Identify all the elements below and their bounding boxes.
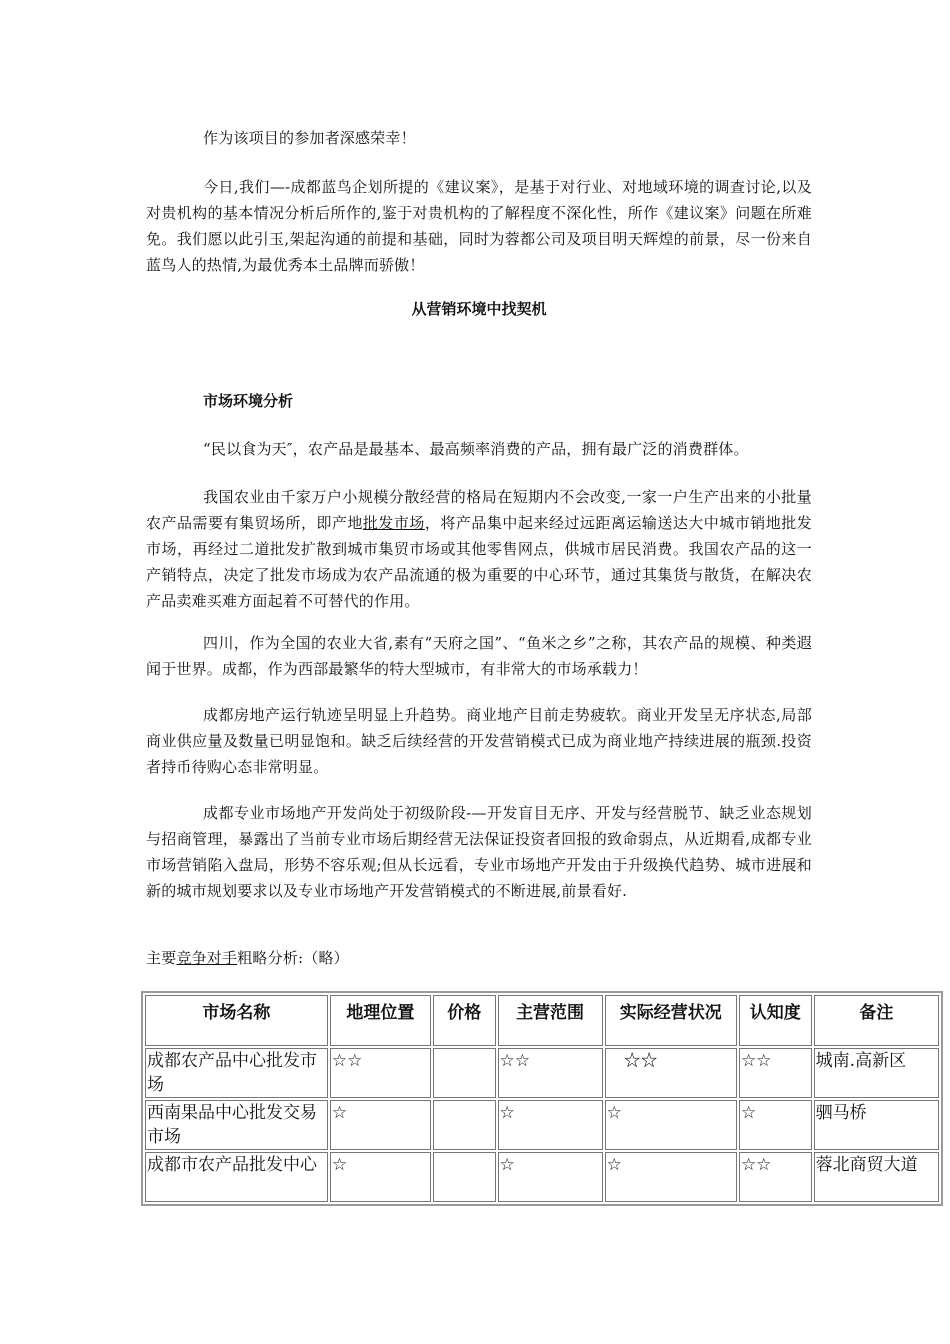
paragraph-proposal: 今日,我们—-成都蓝鸟企划所提的《建议案》，是基于对行业、对地域环境的调查讨论,以及对贵机构的基本情况分析后所作的,鉴于对贵机构的了解程度不深化性，所作《建议案》问题在所难免。我们愿以此引玉,架起沟通的前提和基础，同时为蓉都公司及项目明天辉煌的前景，尽一份来自蓝鸟人的热情,为最优秀本土品牌而骄傲！: [146, 178, 812, 274]
cell-recognition: ☆☆: [739, 1048, 812, 1098]
section-heading: 从营销环境中找契机: [411, 300, 547, 318]
header-price: 价格: [433, 995, 496, 1046]
table-row: [145, 1048, 939, 1098]
cell-recognition: ☆☆: [739, 1152, 812, 1202]
cell-operation-status: ☆: [605, 1152, 737, 1202]
paragraph-food: “民以食为天″，农产品是最基本、最高频率消费的产品，拥有最广泛的消费群体。: [203, 440, 749, 458]
cell-price: [433, 1100, 496, 1150]
header-location: 地理位置: [330, 995, 431, 1046]
cell-business-scope: ☆: [498, 1100, 603, 1150]
paragraph-agriculture-text-1: 我国农业由千家万户小规模分散经营的格局在短期内不会改变,一家一户生产出来的小批量农产品需要有集贸场所，即产地: [146, 488, 812, 532]
paragraph-market-development: 成都专业市场地产开发尚处于初级阶段-—开发盲目无序、开发与经营脱节、缺乏业态规划与招商管理，暴露出了当前专业市场后期经营无法保证投资者回报的致命弱点，从近期看,成都专业市场营销陷入盘局，形势不容乐观;但从长远看，专业市场地产开发由于升级换代趋势、城市进展和新的城市规划要求以及专业市场地产开发营销模式的不断进展,前景看好.: [146, 804, 812, 900]
header-market-name: 市场名称: [145, 995, 328, 1046]
cell-business-scope: ☆: [498, 1152, 603, 1202]
cell-notes: 驷马桥: [814, 1100, 939, 1150]
cell-market-name: 西南果品中心批发交易市场: [145, 1100, 328, 1150]
cell-location: ☆: [330, 1100, 431, 1150]
cell-market-name: 成都市农产品批发中心: [145, 1152, 328, 1202]
cell-business-scope: ☆☆: [498, 1048, 603, 1098]
cell-location: ☆☆: [330, 1048, 431, 1098]
cell-operation-status: ☆: [605, 1100, 737, 1150]
paragraph-agriculture-text-2: ，将产品集中起来经过远距离运输送达大中城市销地批发市场，再经过二道批发扩散到城市集贸市场或其他零售网点，供城市居民消费。我国农产品的这一产销特点，决定了批发市场成为农产品流通的极为重要的中心环节，通过其集货与散货，在解决农产品卖难买难方面起着不可替代的作用。: [146, 514, 812, 610]
subsection-heading: 市场环境分析: [203, 392, 294, 410]
cell-price: [433, 1048, 496, 1098]
table-row: [145, 1152, 939, 1202]
cell-location: ☆: [330, 1152, 431, 1202]
paragraph-intro: 作为该项目的参加者深感荣幸！: [203, 129, 416, 147]
cell-price: [433, 1152, 496, 1202]
table-row: [145, 1100, 939, 1150]
paragraph-competitors-text-1: 主要: [146, 949, 177, 967]
header-recognition: 认知度: [739, 995, 812, 1046]
paragraph-competitors-text-2: 粗略分析:（略）: [237, 949, 349, 967]
cell-notes: 城南.高新区: [814, 1048, 939, 1098]
header-business-scope: 主营范围: [498, 995, 603, 1046]
paragraph-competitors: [146, 945, 812, 971]
cell-market-name: 成都农产品中心批发市场: [145, 1048, 328, 1098]
market-comparison-table: [141, 991, 943, 1206]
paragraph-real-estate: 成都房地产运行轨迹呈明显上升趋势。商业地产目前走势疲软。商业开发呈无序状态,局部商业供应量及数量已明显饱和。缺乏后续经营的开发营销模式已成为商业地产持续进展的瓶颈.投资者持币待购心态非常明显。: [146, 706, 812, 776]
wholesale-market-link[interactable]: 批发市场: [362, 514, 425, 532]
cell-notes: 蓉北商贸大道: [814, 1152, 939, 1202]
table-header-row: [145, 995, 939, 1046]
competitor-link[interactable]: 竞争对手: [176, 949, 238, 967]
paragraph-agriculture: [146, 484, 812, 614]
cell-operation-status: ☆☆: [605, 1048, 737, 1098]
header-notes: 备注: [814, 995, 939, 1046]
header-operation-status: 实际经营状况: [605, 995, 737, 1046]
cell-recognition: ☆: [739, 1100, 812, 1150]
paragraph-sichuan: 四川，作为全国的农业大省,素有“天府之国”、“鱼米之乡”之称，其农产品的规模、种类遐闻于世界。成都，作为西部最繁华的特大型城市，有非常大的市场承载力！: [146, 634, 812, 678]
